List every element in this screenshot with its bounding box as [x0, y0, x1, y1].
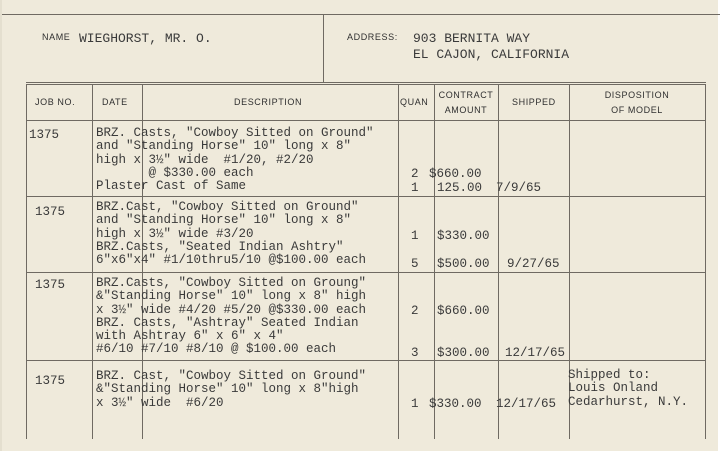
quantity: 3: [411, 346, 419, 360]
name-value: WIEGHORST, MR. O.: [79, 31, 212, 46]
quantity: 1: [411, 397, 419, 411]
description-text: BRZ. Cast, "Cowboy Sitted on Ground" &"Standing Horse" 10" long x 8"high x 3½" wide #6/20: [96, 369, 367, 410]
col-line-desc: [398, 84, 399, 439]
quantity: 1: [411, 229, 419, 243]
contract-amount: $500.00: [437, 257, 490, 271]
col-header-job-no: JOB NO.: [35, 97, 76, 107]
address-line-2: EL CAJON, CALIFORNIA: [413, 47, 570, 62]
entry-rule-1: [26, 196, 706, 197]
header-divider: [323, 14, 324, 82]
address-line-1: 903 BERNITA WAY: [413, 31, 531, 46]
description-text: BRZ.Casts, "Cowboy Sitted on Groung" &"Standing Horse" 10" long x 8" high x 3½" wide #4/20 #5/20 @$330.00 each BRZ. Casts, "Ashtray" Seated Indian with Ashtray 6" x 6" x 4" #6/10 #7/10 #8/10 @ $100.00 each: [96, 276, 367, 357]
quantity: 1: [411, 181, 419, 195]
entry-rule-2: [26, 272, 706, 273]
table-top-rule-2: [26, 84, 706, 85]
job-number: 1375: [35, 205, 66, 219]
address-label: ADDRESS:: [347, 32, 398, 42]
col-header-date: DATE: [102, 97, 128, 107]
job-number: 1375: [35, 374, 66, 388]
table-top-rule: [26, 82, 706, 83]
contract-amount: 125.00: [437, 181, 483, 195]
contract-amount: $330.00: [429, 397, 482, 411]
col-line-quan: [434, 84, 435, 439]
shipped-date: 12/17/65: [496, 397, 557, 411]
col-header-contract-amount: CONTRACT AMOUNT: [438, 90, 494, 115]
name-label: NAME: [42, 32, 71, 42]
quantity: 2: [411, 304, 419, 318]
col-line-amount: [498, 84, 499, 439]
col-header-shipped: SHIPPED: [512, 97, 556, 107]
col-header-description: DESCRIPTION: [234, 97, 303, 107]
col-header-quan: QUAN: [400, 97, 429, 107]
contract-amount: $300.00: [437, 346, 490, 360]
contract-amount: $660.00: [437, 304, 490, 318]
top-rule: [2, 14, 720, 15]
col-header-disposition: DISPOSITION OF MODEL: [604, 90, 670, 115]
shipped-date: 12/17/65: [505, 346, 566, 360]
col-line-job: [92, 84, 93, 439]
description-text: BRZ.Cast, "Cowboy Sitted on Ground" and "Standing Horse" 10" long x 8" high x 3½" wide #3/20 BRZ.Casts, "Seated Indian Ashtry" 6"x6"x4" #1/10thru5/10 @$100.00 each: [96, 200, 367, 268]
quantity: 5: [411, 257, 419, 271]
contract-amount: $660.00: [429, 167, 482, 181]
col-line-left: [26, 84, 27, 439]
contract-amount: $330.00: [437, 229, 490, 243]
shipped-date: 7/9/65: [496, 181, 542, 195]
col-line-right: [705, 84, 706, 439]
quantity: 2: [411, 167, 419, 181]
entry-rule-3: [26, 360, 706, 361]
shipped-date: 9/27/65: [507, 257, 560, 271]
header-bottom-rule: [26, 120, 706, 121]
job-number: 1375: [35, 278, 66, 292]
disposition-text: Shipped to: Louis Onland Cedarhurst, N.Y.: [568, 368, 689, 409]
job-number: 1375: [29, 128, 60, 142]
description-text: BRZ. Casts, "Cowboy Sitted on Ground" and "Standing Horse" 10" long x 8" high x 3½" wide #1/20, #2/20 @ $330.00 each Plaster Cast of Same: [96, 126, 374, 194]
